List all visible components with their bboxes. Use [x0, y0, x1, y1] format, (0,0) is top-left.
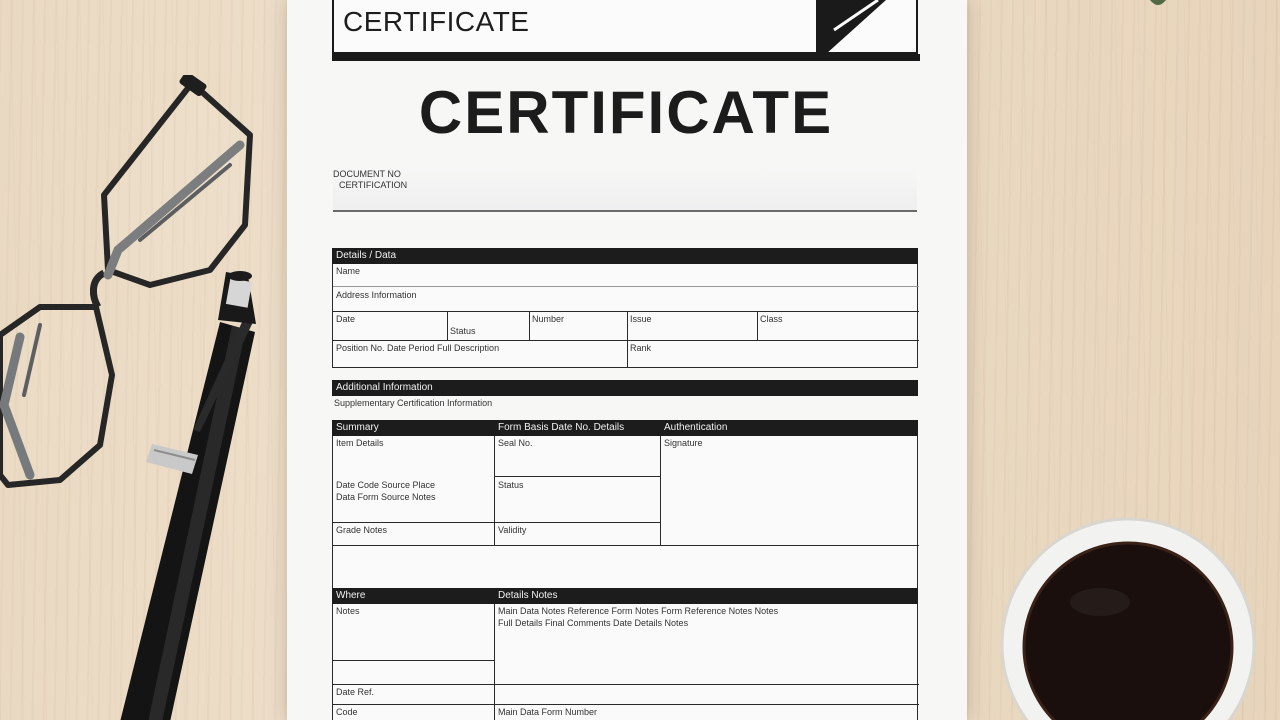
notes-text-1: Main Data Notes Reference Form Notes Form Reference Notes Notes — [498, 606, 779, 616]
header-rule — [332, 54, 920, 61]
code-label: Code — [336, 707, 358, 717]
signature: Signature — [664, 438, 703, 448]
pen — [50, 262, 270, 720]
corner-emblem — [816, 0, 916, 54]
header-box — [332, 0, 918, 54]
field-name: Name — [336, 266, 361, 276]
section-additional — [332, 380, 918, 409]
field-status: Status — [450, 326, 476, 336]
notes-label: Notes — [336, 606, 360, 616]
heading-where: Where — [336, 590, 366, 601]
item-details: Item Details — [336, 438, 384, 448]
field-position: Position No. Date Period Full Description — [336, 343, 500, 353]
main-title: CERTIFICATE — [418, 79, 834, 146]
heading-form-basis: Form Basis Date No. Details — [498, 422, 625, 433]
heading-summary: Summary — [336, 422, 379, 433]
where-grid — [332, 604, 918, 720]
seal-number: Seal No. — [498, 438, 533, 448]
date-code-line-2: Data Form Source Notes — [336, 492, 436, 502]
section-summary — [332, 420, 918, 589]
certificate-paper — [287, 0, 967, 720]
document-info — [333, 167, 917, 212]
field-number: Number — [532, 314, 565, 324]
section-heading: Additional Information — [332, 380, 918, 396]
header-title: CERTIFICATE — [343, 6, 530, 37]
validity: Validity — [498, 525, 527, 535]
subtitle-line-1: DOCUMENT NO — [333, 169, 401, 179]
section-subline: Supplementary Certification Information — [334, 398, 493, 408]
date-code-line-1: Date Code Source Place — [336, 480, 436, 490]
section-heading-row — [332, 588, 918, 604]
section-heading-row — [332, 420, 918, 436]
details-grid — [332, 264, 918, 368]
field-issue: Issue — [630, 314, 652, 324]
section-details — [332, 248, 918, 368]
coffee-cup — [1000, 517, 1256, 720]
heading-details-notes: Details Notes — [498, 590, 558, 601]
section-heading: Details / Data — [332, 248, 918, 264]
plant-leaf — [1140, 0, 1180, 12]
field-rank: Rank — [630, 343, 652, 353]
section-where — [332, 588, 918, 720]
status-value: Status — [498, 480, 524, 490]
grade-notes: Grade Notes — [336, 525, 388, 535]
field-address: Address Information — [336, 290, 417, 300]
subtitle-line-2: CERTIFICATION — [339, 180, 408, 190]
code-value: Main Data Form Number — [498, 707, 598, 717]
notes-text-2: Full Details Final Comments Date Details Notes — [498, 618, 689, 628]
date-ref: Date Ref. — [336, 687, 375, 697]
field-class: Class — [760, 314, 783, 324]
summary-grid — [332, 436, 918, 589]
field-date: Date — [336, 314, 356, 324]
heading-authentication: Authentication — [664, 422, 728, 433]
